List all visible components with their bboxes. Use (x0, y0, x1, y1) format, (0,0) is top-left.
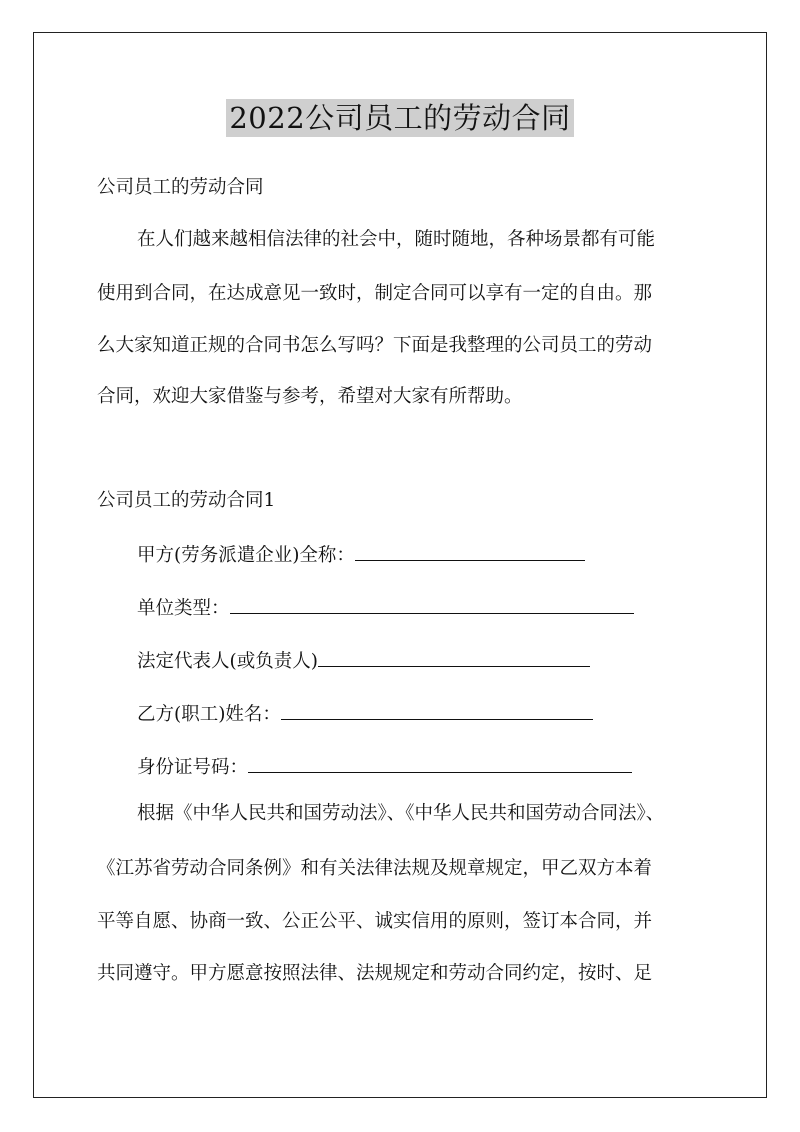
field-label: 身份证号码： (137, 757, 249, 778)
intro-line-3: 么大家知道正规的合同书怎么写吗？下面是我整理的公司员工的劳动 (97, 335, 653, 356)
field-label: 乙方(职工)姓名： (137, 704, 281, 725)
blank-line (318, 648, 590, 667)
intro-line-2: 使用到合同，在达成意见一致时，制定合同可以享有一定的自由。那 (97, 283, 653, 304)
field-party-a (137, 542, 585, 568)
field-legal-rep (137, 648, 590, 674)
blank-line (248, 754, 632, 773)
blank-line (281, 701, 593, 720)
body-line-1: 根据《中华人民共和国劳动法》、《中华人民共和国劳动合同法》、 (137, 803, 665, 824)
intro-line-4: 合同，欢迎大家借鉴与参考，希望对大家有所帮助。 (97, 386, 523, 407)
field-unit-type (137, 595, 634, 621)
body-line-3: 平等自愿、协商一致、公正公平、诚实信用的原则，签订本合同，并 (97, 911, 653, 932)
field-party-b (137, 701, 593, 727)
body-line-4: 共同遵守。甲方愿意按照法律、法规规定和劳动合同约定，按时、足 (97, 963, 653, 984)
field-label: 甲方(劳务派遣企业)全称： (137, 545, 355, 566)
body-line-2: 《江苏省劳动合同条例》和有关法律法规及规章规定，甲乙双方本着 (97, 858, 653, 879)
field-label: 单位类型： (137, 598, 230, 619)
title-container (0, 99, 800, 137)
blank-line (355, 542, 585, 561)
blank-line (230, 595, 634, 614)
document-title: 2022公司员工的劳动合同 (226, 99, 573, 137)
field-id-number (137, 754, 632, 780)
contract-heading: 公司员工的劳动合同1 (97, 490, 276, 511)
section-heading: 公司员工的劳动合同 (97, 177, 264, 198)
field-label: 法定代表人(或负责人) (137, 651, 318, 672)
intro-line-1: 在人们越来越相信法律的社会中，随时随地，各种场景都有可能 (137, 229, 656, 250)
